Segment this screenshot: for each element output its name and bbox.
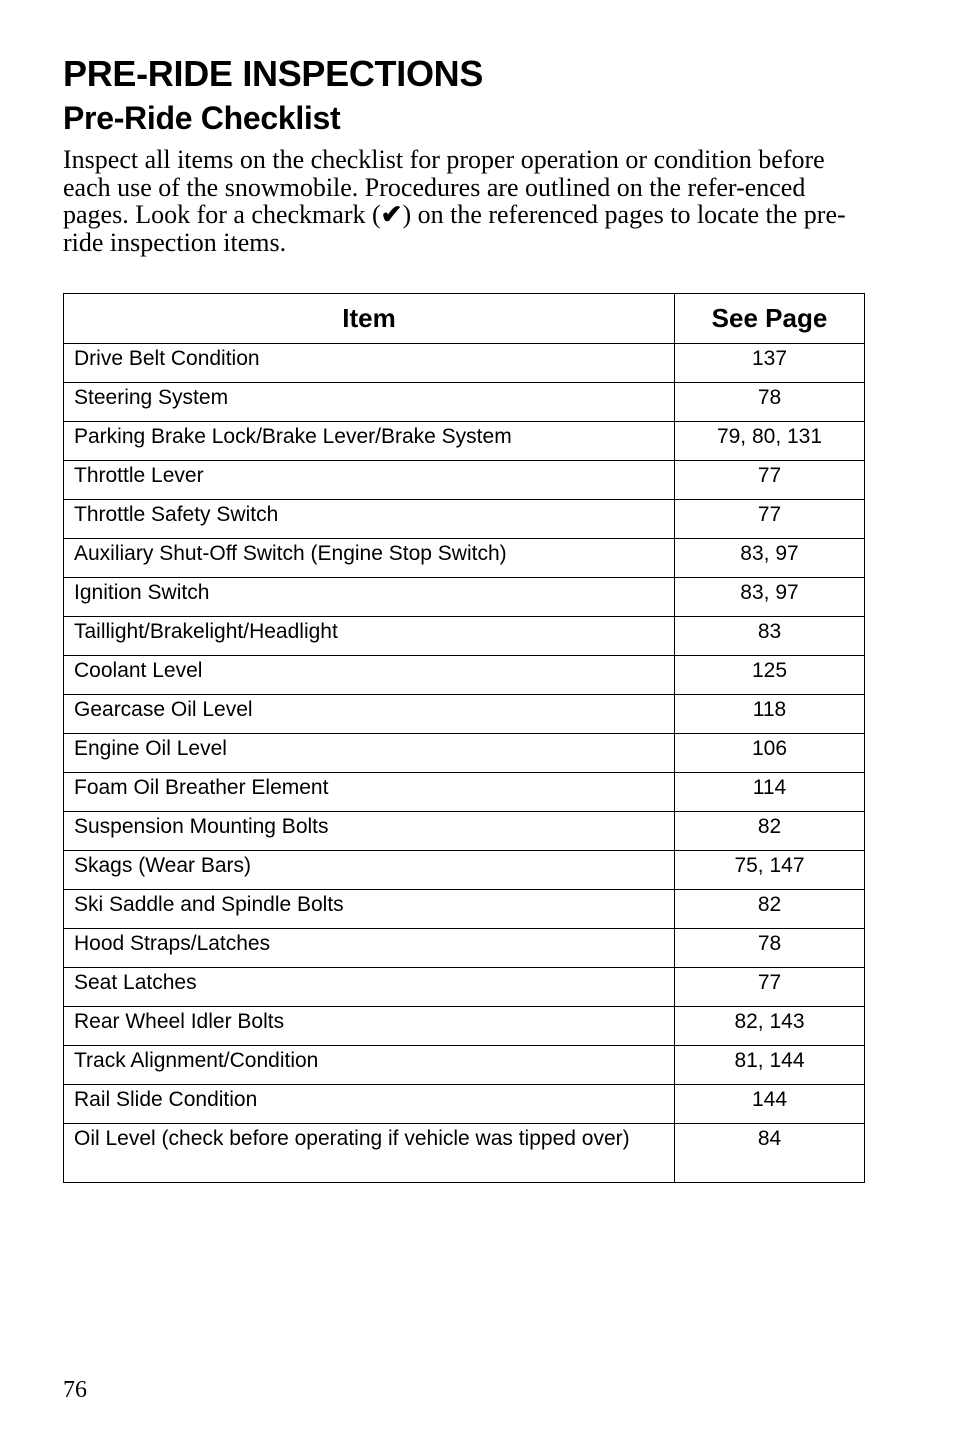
intro-paragraph bbox=[63, 146, 875, 256]
checklist-item: Taillight/Brakelight/Headlight bbox=[64, 617, 675, 656]
checklist-item: Throttle Safety Switch bbox=[64, 500, 675, 539]
page-reference: 82 bbox=[675, 890, 865, 929]
checklist-item: Gearcase Oil Level bbox=[64, 695, 675, 734]
table-row bbox=[64, 383, 865, 422]
table-row bbox=[64, 734, 865, 773]
checklist-item: Rear Wheel Idler Bolts bbox=[64, 1007, 675, 1046]
checklist-item: Oil Level (check before operating if vehicle was tipped over) bbox=[64, 1124, 675, 1183]
checklist-item: Foam Oil Breather Element bbox=[64, 773, 675, 812]
checklist-item: Parking Brake Lock/Brake Lever/Brake System bbox=[64, 422, 675, 461]
checklist-item: Ignition Switch bbox=[64, 578, 675, 617]
table-row bbox=[64, 1085, 865, 1124]
page-heading: PRE-RIDE INSPECTIONS bbox=[63, 53, 484, 94]
table-header-row bbox=[64, 294, 865, 344]
table-row bbox=[64, 851, 865, 890]
checklist-item: Rail Slide Condition bbox=[64, 1085, 675, 1124]
page-reference: 144 bbox=[675, 1085, 865, 1124]
table-row bbox=[64, 656, 865, 695]
intro-text-start: Inspect all items on the checklist for proper operation or condition before each use of the snowmobile. Procedures are outlined on the refer-enced pages. Look for a checkmark ( bbox=[63, 145, 825, 229]
table-row bbox=[64, 461, 865, 500]
checklist-item: Suspension Mounting Bolts bbox=[64, 812, 675, 851]
page-reference: 125 bbox=[675, 656, 865, 695]
checklist-table bbox=[63, 293, 865, 1183]
page-reference: 83, 97 bbox=[675, 539, 865, 578]
column-header-see-page: See Page bbox=[675, 294, 865, 344]
page-number: 76 bbox=[63, 1377, 87, 1403]
table-row bbox=[64, 578, 865, 617]
page-reference: 114 bbox=[675, 773, 865, 812]
page-reference: 83, 97 bbox=[675, 578, 865, 617]
table-row bbox=[64, 500, 865, 539]
page-reference: 83 bbox=[675, 617, 865, 656]
page-reference: 79, 80, 131 bbox=[675, 422, 865, 461]
page-reference: 82, 143 bbox=[675, 1007, 865, 1046]
table-row bbox=[64, 1007, 865, 1046]
table-row bbox=[64, 344, 865, 383]
table-row bbox=[64, 539, 865, 578]
intro-text-end: ) on the referenced pages to locate the pre-ride inspection items. bbox=[63, 200, 846, 257]
checklist-item: Steering System bbox=[64, 383, 675, 422]
page-reference: 75, 147 bbox=[675, 851, 865, 890]
checklist-item: Drive Belt Condition bbox=[64, 344, 675, 383]
table-row bbox=[64, 422, 865, 461]
page-reference: 137 bbox=[675, 344, 865, 383]
table-row bbox=[64, 617, 865, 656]
page-reference: 81, 144 bbox=[675, 1046, 865, 1085]
page-reference: 78 bbox=[675, 383, 865, 422]
page-reference: 77 bbox=[675, 968, 865, 1007]
checklist-item: Hood Straps/Latches bbox=[64, 929, 675, 968]
section-heading: Pre-Ride Checklist bbox=[63, 100, 341, 136]
checkmark-icon: ✔ bbox=[380, 200, 403, 229]
page-reference: 77 bbox=[675, 461, 865, 500]
table-row bbox=[64, 929, 865, 968]
column-header-item: Item bbox=[64, 294, 675, 344]
checklist-item: Ski Saddle and Spindle Bolts bbox=[64, 890, 675, 929]
table-row bbox=[64, 1124, 865, 1183]
table-row bbox=[64, 968, 865, 1007]
checklist-item: Coolant Level bbox=[64, 656, 675, 695]
page-reference: 82 bbox=[675, 812, 865, 851]
table-row bbox=[64, 695, 865, 734]
checklist-item: Track Alignment/Condition bbox=[64, 1046, 675, 1085]
table-body bbox=[64, 344, 865, 1183]
table-row bbox=[64, 773, 865, 812]
table-row bbox=[64, 890, 865, 929]
page-reference: 77 bbox=[675, 500, 865, 539]
page-reference: 106 bbox=[675, 734, 865, 773]
page-reference: 78 bbox=[675, 929, 865, 968]
checklist-item: Skags (Wear Bars) bbox=[64, 851, 675, 890]
checklist-item: Seat Latches bbox=[64, 968, 675, 1007]
checklist-item: Engine Oil Level bbox=[64, 734, 675, 773]
table-row bbox=[64, 1046, 865, 1085]
checklist-item: Throttle Lever bbox=[64, 461, 675, 500]
page-reference: 84 bbox=[675, 1124, 865, 1183]
checklist-item: Auxiliary Shut-Off Switch (Engine Stop Switch) bbox=[64, 539, 675, 578]
table-row bbox=[64, 812, 865, 851]
page-reference: 118 bbox=[675, 695, 865, 734]
